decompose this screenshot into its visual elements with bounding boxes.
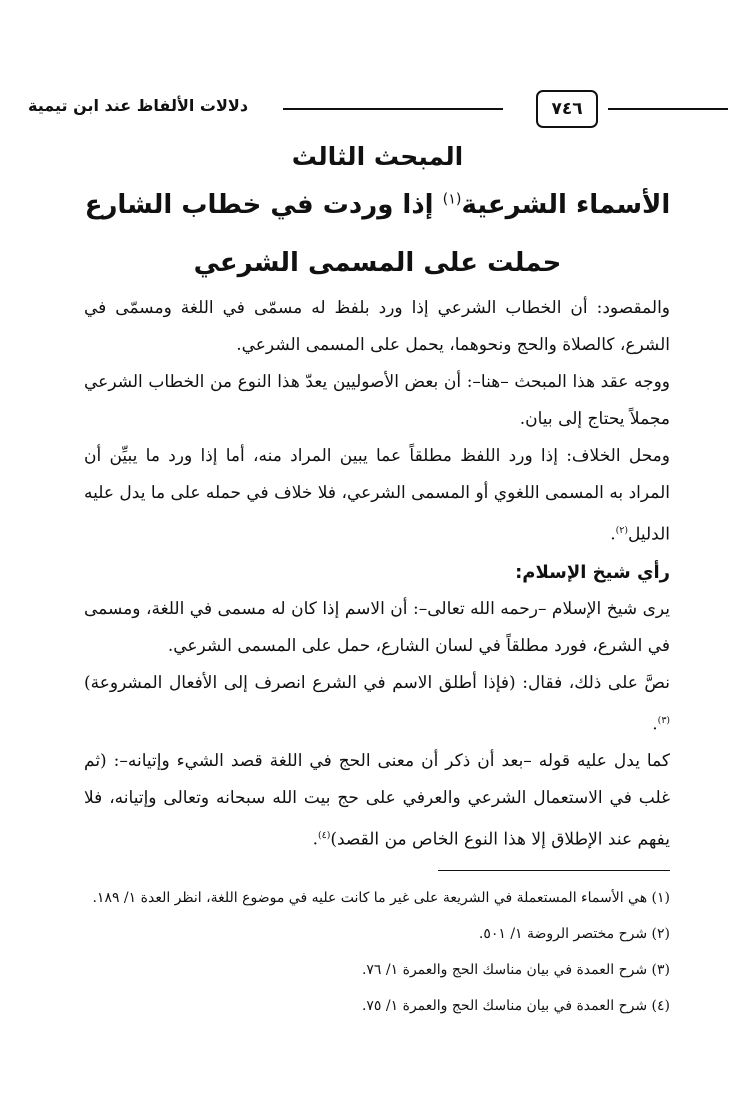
title-footnote-ref[interactable]: (١) xyxy=(442,191,462,208)
footnote-ref-4[interactable]: (٤) xyxy=(318,830,331,842)
header-rule-left xyxy=(283,108,503,110)
paragraph-text-quote: نصَّ على ذلك، فقال: (فإذا أطلق الاسم في الشرع انصرف إلى الأفعال المشروعة)$^{(٣)}$. xyxy=(84,672,670,735)
paragraph-dispute-text: ومحل الخلاف: إذا ورد اللفظ مطلقاً عما يبين المراد منه، أما إذا ورد ما يبيِّن أن المراد به المسمى اللغوي أو المسمى الشرعي، فلا خلاف في حمله على ما يدل عليه الدليل xyxy=(84,446,670,545)
footnote-3: (٣) شرح العمدة في بيان مناسك الحج والعمرة ١/ ٧٦. xyxy=(361,962,670,978)
paragraph-evidence-text: كما يدل عليه قوله –بعد أن ذكر أن معنى الحج في اللغة قصد الشيء وإتيانه–: (ثم غلب في الاستعمال الشرعي والعرفي على حج بيت الله سبحانه وتعالى وإتيانه، فلا يفهم عند الإطلاق إلا هذا النوع الخاص من القصد) xyxy=(84,751,670,850)
chapter-title-line-2: حملت على المسمى الشرعي xyxy=(193,248,562,278)
footnote-ref-3[interactable]: (٣) xyxy=(657,714,670,726)
paragraph-reason: ووجه عقد هذا المبحث –هنا–: أن بعض الأصوليين يعدّ هذا النوع من الخطاب الشرعي مجملاً يحتاج إلى بيان. xyxy=(84,372,670,429)
footnote-4: (٤) شرح العمدة في بيان مناسك الحج والعمرة ١/ ٧٥. xyxy=(361,998,670,1014)
footnotes xyxy=(84,880,670,1024)
section-heading: المبحث الثالث xyxy=(291,142,464,171)
title-text-rest: إذا وردت في خطاب الشارع xyxy=(84,190,434,220)
paragraph-dispute: ومحل الخلاف: إذا ورد اللفظ مطلقاً عما يبين المراد منه، أما إذا ورد ما يبيِّن أن المراد به المسمى اللغوي أو المسمى الشرعي، فلا خلاف في حمله على ما يدل عليه الدليل$^{(٢)}$. xyxy=(84,446,670,545)
body-text xyxy=(84,290,670,859)
page-header xyxy=(28,90,728,128)
running-title: دلالات الألفاظ عند ابن تيمية xyxy=(28,96,249,115)
paragraph-text-quote-text: نصَّ على ذلك، فقال: (فإذا أطلق الاسم في الشرع انصرف إلى الأفعال المشروعة) xyxy=(84,672,670,693)
title-text: الأسماء الشرعية xyxy=(461,190,671,220)
footnote-1: (١) هي الأسماء المستعملة في الشريعة على غير ما كانت عليه في موضوع اللغة، انظر العدة ١/ ١٨٩. xyxy=(92,890,670,906)
paragraph-purpose: والمقصود: أن الخطاب الشرعي إذا ورد بلفظ له مسمّى في اللغة ومسمّى في الشرع، كالصلاة والحج ونحوهما، يحمل على المسمى الشرعي. xyxy=(84,298,670,355)
subheading-sheikh-opinion: رأي شيخ الإسلام: xyxy=(515,561,670,583)
paragraph-evidence: كما يدل عليه قوله –بعد أن ذكر أن معنى الحج في اللغة قصد الشيء وإتيانه–: (ثم غلب في الاستعمال الشرعي والعرفي على حج بيت الله سبحانه وتعالى وإتيانه، فلا يفهم عند الإطلاق إلا هذا النوع الخاص من القصد)$^{(٤)}$. xyxy=(84,751,670,850)
paragraph-opinion: يرى شيخ الإسلام –رحمه الله تعالى–: أن الاسم إذا كان له مسمى في اللغة، ومسمى في الشرع، فورد مطلقاً في لسان الشارع، حمل على المسمى الشرعي. xyxy=(84,598,670,656)
page-number: ٧٤٦ xyxy=(536,90,598,128)
footnote-divider xyxy=(438,870,670,871)
chapter-title-line-1 xyxy=(0,190,755,220)
header-rule-right xyxy=(608,108,728,110)
footnote-ref-2[interactable]: (٢) xyxy=(615,525,628,536)
footnote-2: (٢) شرح مختصر الروضة ١/ ٥٠١. xyxy=(478,926,670,942)
